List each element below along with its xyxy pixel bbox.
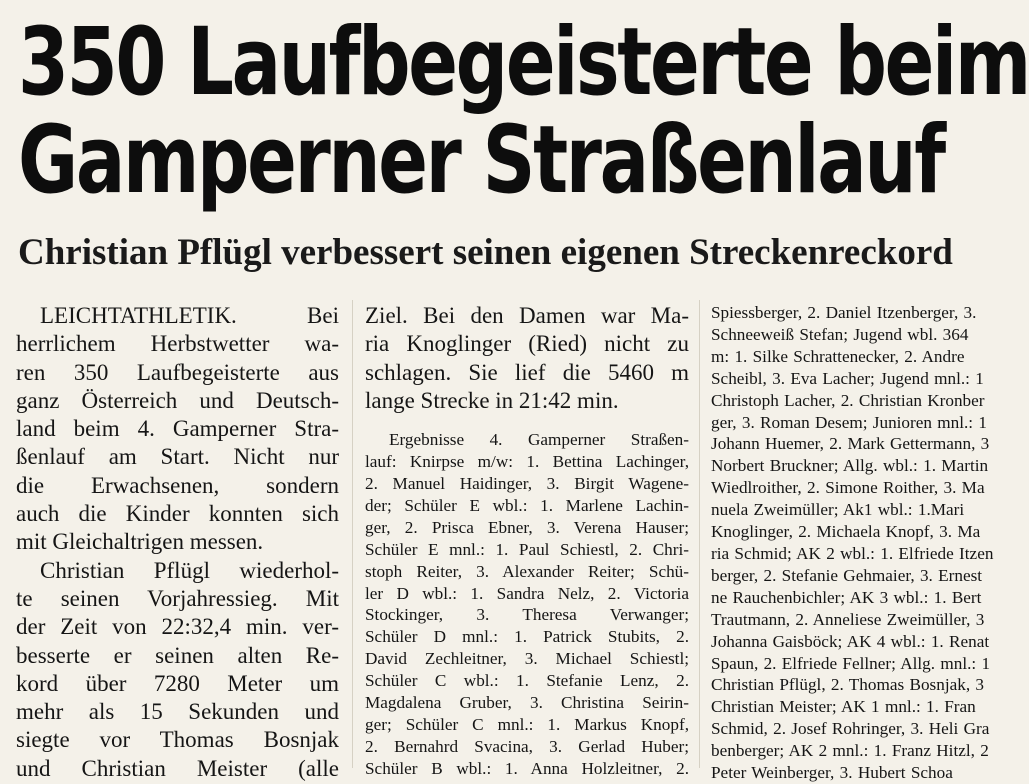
- results-line: Schüler E mnl.: 1. Paul Schiestl, 2. Chri-: [365, 539, 689, 559]
- results-list: [365, 429, 689, 780]
- text-line: mit Gleichaltrigen messen.: [16, 529, 264, 555]
- results-line: ler D wbl.: 1. Sandra Nelz, 2. Victoria: [365, 583, 689, 603]
- results-line: Christoph Lacher, 2. Christian Kronber: [711, 390, 985, 410]
- results-line: Spiessberger, 2. Daniel Itzenberger, 3.: [711, 303, 977, 322]
- results-line: Christian Pflügl, 2. Thomas Bosnjak, 3: [711, 675, 985, 695]
- article-lead-continued: [365, 302, 689, 415]
- results-line: 2. Manuel Haidinger, 3. Birgit Wagene-: [365, 474, 689, 493]
- results-line: ger, 2. Prisca Ebner, 3. Verena Hauser;: [365, 517, 689, 537]
- results-line: benberger; AK 2 mnl.: 1. Franz Hitzl, 2: [711, 741, 989, 761]
- results-line: nuela Zweimüller; Ak1 wbl.: 1.Mari: [711, 500, 965, 520]
- text-line: und Christian Meister (alle: [16, 755, 339, 781]
- results-line: Stockinger, 3. Theresa Verwanger;: [365, 605, 689, 625]
- results-line: Schüler C wbl.: 1. Stefanie Lenz, 2.: [365, 671, 689, 691]
- results-line: Magdalena Gruber, 3. Christina Seirin-: [365, 693, 689, 713]
- text-line: ganz Österreich und Deutsch-: [16, 387, 339, 413]
- text-line: der Zeit von 22:32,4 min. ver-: [16, 614, 339, 640]
- results-line: Schüler B wbl.: 1. Anna Holzleitner, 2.: [365, 758, 689, 778]
- results-line: Scheibl, 3. Eva Lacher; Jugend mnl.: 1: [711, 368, 984, 388]
- text-line: ren 350 Laufbegeisterte aus: [16, 359, 339, 385]
- text-line: lange Strecke in 21:42 min.: [365, 387, 619, 413]
- results-line: Norbert Bruckner; Allg. wbl.: 1. Martin: [711, 456, 989, 476]
- article-column-2: [365, 302, 689, 778]
- headline: [18, 8, 1029, 215]
- results-line: Knoglinger, 2. Michaela Knopf, 3. Ma: [711, 522, 981, 542]
- text-line: Christian Pflügl wiederhol-: [40, 557, 339, 583]
- article-column-1: [16, 302, 339, 781]
- text-line: ßenlauf am Start. Nicht nur: [16, 444, 339, 470]
- results-line: lauf: Knirpse m/w: 1. Bettina Lachinger,: [365, 452, 689, 472]
- results-line: Trautmann, 2. Anneliese Zweimüller, 3: [711, 609, 985, 629]
- text-line: te seinen Vorjahressieg. Mit: [16, 585, 339, 611]
- results-line: Schüler D mnl.: 1. Patrick Stubits, 2.: [365, 627, 689, 647]
- column-divider: [699, 300, 700, 768]
- headline-line: Gamperner Straßenlauf: [18, 106, 944, 215]
- text-line: land beim 4. Gamperner Stra-: [16, 416, 339, 442]
- text-line: kord über 7280 Meter um: [16, 670, 339, 696]
- text-line: auch die Kinder konnten sich: [16, 501, 339, 527]
- article-column-3: [711, 302, 1024, 783]
- results-line: Johann Huemer, 2. Mark Gettermann, 3: [711, 434, 990, 454]
- text-line: mehr als 15 Sekunden und: [16, 699, 339, 725]
- results-line: 2. Bernahrd Svacina, 3. Gerlad Huber;: [365, 736, 689, 756]
- text-line: die Erwachsenen, sondern: [16, 472, 339, 498]
- results-line: ger; Schüler C mnl.: 1. Markus Knopf,: [365, 714, 689, 734]
- column-divider: [352, 300, 353, 768]
- text-line: ria Knoglinger (Ried) nicht zu: [365, 331, 689, 357]
- text-line: herrlichem Herbstwetter wa-: [16, 331, 339, 357]
- results-line: ger, 3. Roman Desem; Junioren mnl.: 1: [711, 412, 987, 432]
- results-line: der; Schüler E wbl.: 1. Marlene Lachin-: [365, 495, 689, 515]
- subheadline: Christian Pflügl verbessert seinen eigenen Streckenreckord: [18, 232, 953, 273]
- results-line: berger, 2. Stefanie Gehmaier, 3. Ernest: [711, 565, 983, 585]
- results-line: Schmid, 2. Josef Rohringer, 3. Heli Gra: [711, 719, 990, 739]
- results-line: Christian Meister; AK 1 mnl.: 1. Fran: [711, 697, 976, 717]
- text-line: besserte er seinen alten Re-: [16, 642, 339, 668]
- results-line: Peter Weinberger, 3. Hubert Schoa: [711, 763, 953, 783]
- text-line: Ziel. Bei den Damen war Ma-: [365, 303, 689, 328]
- results-line: Wiedlroither, 2. Simone Roither, 3. Ma: [711, 478, 985, 498]
- results-line: stoph Reiter, 3. Alexander Reiter; Schü-: [365, 561, 689, 581]
- results-line: m: 1. Silke Schrattenecker, 2. Andre: [711, 346, 965, 366]
- headline-line: 350 Laufbegeisterte beim: [18, 8, 1029, 117]
- results-line: ria Schmid; AK 2 wbl.: 1. Elfriede Itzen: [711, 543, 994, 563]
- results-line: Johanna Gaisböck; AK 4 wbl.: 1. Renat: [711, 631, 990, 651]
- results-line: ne Rauchenbichler; AK 3 wbl.: 1. Bert: [711, 587, 982, 607]
- text-line: schlagen. Sie lief die 5460 m: [365, 359, 689, 385]
- results-line: David Zechleitner, 3. Michael Schiestl;: [365, 649, 689, 669]
- text-line: LEICHTATHLETIK. Bei: [40, 303, 339, 328]
- results-line: Spaun, 2. Elfriede Fellner; Allg. mnl.: 1: [711, 653, 991, 673]
- results-line: Ergebnisse 4. Gamperner Straßen-: [389, 430, 689, 450]
- results-line: Schneeweiß Stefan; Jugend wbl. 364: [711, 324, 969, 344]
- text-line: siegte vor Thomas Bosnjak: [16, 727, 339, 753]
